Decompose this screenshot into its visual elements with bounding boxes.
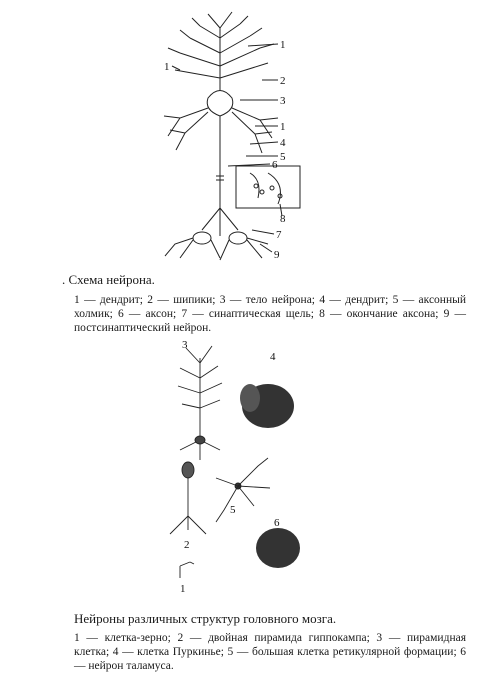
callout-5: 5 <box>280 151 286 163</box>
callout-1-left: 1 <box>164 61 170 73</box>
callout-6: 6 <box>272 159 278 171</box>
callout-3: 3 <box>280 95 286 107</box>
type-label-1: 1 <box>180 583 186 595</box>
neuron-schematic-drawing <box>150 8 340 270</box>
neuron-types-figure <box>150 338 320 598</box>
callout-4: 4 <box>280 137 286 149</box>
figure1-caption-title: . Схема нейрона. <box>62 272 155 287</box>
figure2-caption-text: 1 — клетка-зерно; 2 — двойная пирамида гиппокампа; 3 — пирамидная клетка; 4 — клетка Пуркинье; 5 — большая клетка ретикулярной формации; 6 — нейрон таламуса. <box>74 632 466 672</box>
callout-2: 2 <box>280 75 286 87</box>
callout-1-top: 1 <box>280 39 286 51</box>
figure2-caption-title: Нейроны различных структур головного мозга. <box>74 611 337 626</box>
callout-9: 9 <box>274 249 280 261</box>
type-label-6: 6 <box>274 517 280 529</box>
figure1-caption-text: 1 — дендрит; 2 — шипики; 3 — тело нейрона; 4 — дендрит; 5 — аксонный холмик; 6 — аксон; 7 — синаптическая щель; 8 — окончание аксона; 9 — постсинаптический нейрон. <box>74 294 466 334</box>
callout-8: 8 <box>280 213 286 225</box>
type-label-3: 3 <box>182 339 188 351</box>
neuron-schematic-figure <box>150 8 340 270</box>
type-label-5: 5 <box>230 504 236 516</box>
type-label-4: 4 <box>270 351 276 363</box>
callout-7: 7 <box>276 229 282 241</box>
type-label-2: 2 <box>184 539 190 551</box>
neuron-types-drawing <box>150 338 320 598</box>
callout-1-mid: 1 <box>280 121 286 133</box>
